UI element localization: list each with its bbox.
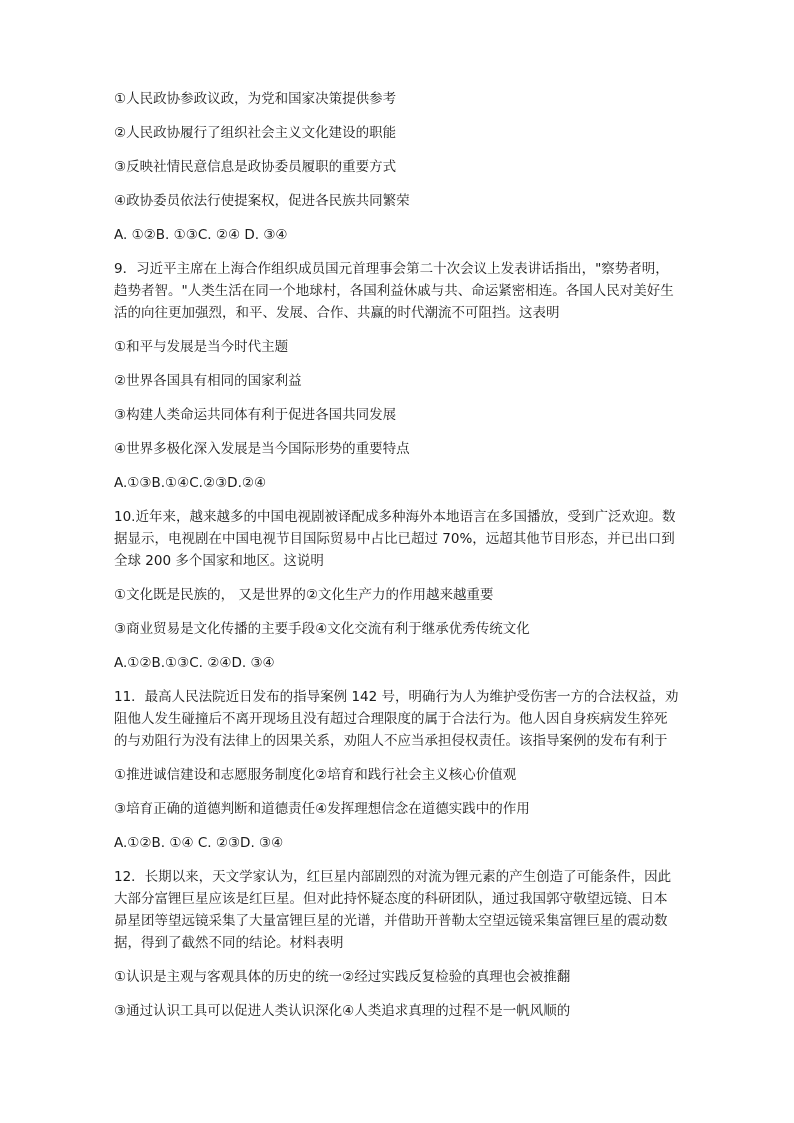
q9-option-3: ③构建人类命运共同体有利于促进各国共同发展	[114, 407, 397, 423]
q10-option-row-2: ③商业贸易是文化传播的主要手段④文化交流有利于继承优秀传统文化	[114, 621, 530, 637]
q10-option-row-1: ①文化既是民族的， 又是世界的②文化生产力的作用越来越重要	[114, 587, 494, 603]
q9-option-2: ②世界各国具有相同的国家利益	[114, 373, 302, 389]
question-9	[114, 258, 696, 494]
q9-option-1: ①和平与发展是当今时代主题	[114, 339, 289, 355]
q9-stem-line-3: 活的向往更加强烈，和平、发展、合作、共赢的时代潮流不可阻挡。这表明	[114, 305, 560, 321]
exam-page	[114, 88, 696, 1022]
q8-option-4: ④政协委员依法行使提案权，促进各民族共同繁荣	[114, 193, 410, 209]
q8-option-1: ①人民政协参政议政，为党和国家决策提供参考	[114, 91, 397, 107]
q10-stem-line-1: 10.近年来，越来越多的中国电视剧被译配成多种海外本地语言在多国播放，受到广泛欢迎。数	[114, 509, 676, 525]
q9-answer-choices: A.①③B.①④C.②③D.②④	[114, 475, 267, 491]
q8-answer-choices: A. ①②B. ①③C. ②④ D. ③④	[114, 227, 288, 243]
q12-stem-line-3: 昴星团等望远镜采集了大量富锂巨星的光谱，并借助开普勒太空望远镜采集富锂巨星的震动数	[114, 913, 668, 929]
q10-stem-line-2: 据显示，电视剧在中国电视节目国际贸易中占比已超过 70%，远超其他节目形态，并已出口到	[114, 531, 675, 547]
question-12	[114, 866, 696, 1022]
q12-option-row-2: ③通过认识工具可以促进人类认识深化④人类追求真理的过程不是一帆风顺的	[114, 1003, 571, 1019]
q11-stem-line-3: 的与劝阻行为没有法律上的因果关系，劝阻人不应当承担侵权责任。该指导案例的发布有利于	[114, 733, 668, 749]
q11-option-row-2: ③培育正确的道德判断和道德责任④发挥理想信念在道德实践中的作用	[114, 801, 530, 817]
q12-stem-line-2: 大部分富锂巨星应该是红巨星。但对此持怀疑态度的科研团队，通过我国郭守敬望远镜、日本	[114, 891, 668, 907]
q10-stem-line-3: 全球 200 多个国家和地区。这说明	[114, 553, 324, 569]
q11-option-row-1: ①推进诚信建设和志愿服务制度化②培育和践行社会主义核心价值观	[114, 767, 517, 783]
question-8	[114, 88, 696, 246]
q10-answer-choices: A.①②B.①③C. ②④D. ③④	[114, 655, 275, 671]
question-11	[114, 686, 696, 854]
question-10	[114, 506, 696, 674]
q8-option-3: ③反映社情民意信息是政协委员履职的重要方式	[114, 159, 397, 175]
q9-stem-line-1: 9．习近平主席在上海合作组织成员国元首理事会第二十次会议上发表讲话指出，"察势者明，	[114, 261, 669, 277]
q11-answer-choices: A.①②B. ①④ C. ②③D. ③④	[114, 835, 284, 851]
q12-stem-line-1: 12．长期以来，天文学家认为，红巨星内部剧烈的对流为锂元素的产生创造了可能条件，因此	[114, 869, 672, 885]
q8-option-2: ②人民政协履行了组织社会主义文化建设的职能	[114, 125, 397, 141]
q9-option-4: ④世界多极化深入发展是当今国际形势的重要特点	[114, 441, 410, 457]
q11-stem-line-1: 11．最高人民法院近日发布的指导案例 142 号，明确行为人为维护受伤害一方的合法权益，劝	[114, 689, 679, 705]
q12-stem-line-4: 据，得到了截然不同的结论。材料表明	[114, 935, 344, 951]
q11-stem-line-2: 阻他人发生碰撞后不离开现场且没有超过合理限度的属于合法行为。他人因自身疾病发生猝死	[114, 711, 668, 727]
q9-stem-line-2: 趋势者智。"人类生活在同一个地球村，各国利益休戚与共、命运紧密相连。各国人民对美好生	[114, 283, 674, 299]
q12-option-row-1: ①认识是主观与客观具体的历史的统一②经过实践反复检验的真理也会被推翻	[114, 969, 571, 985]
